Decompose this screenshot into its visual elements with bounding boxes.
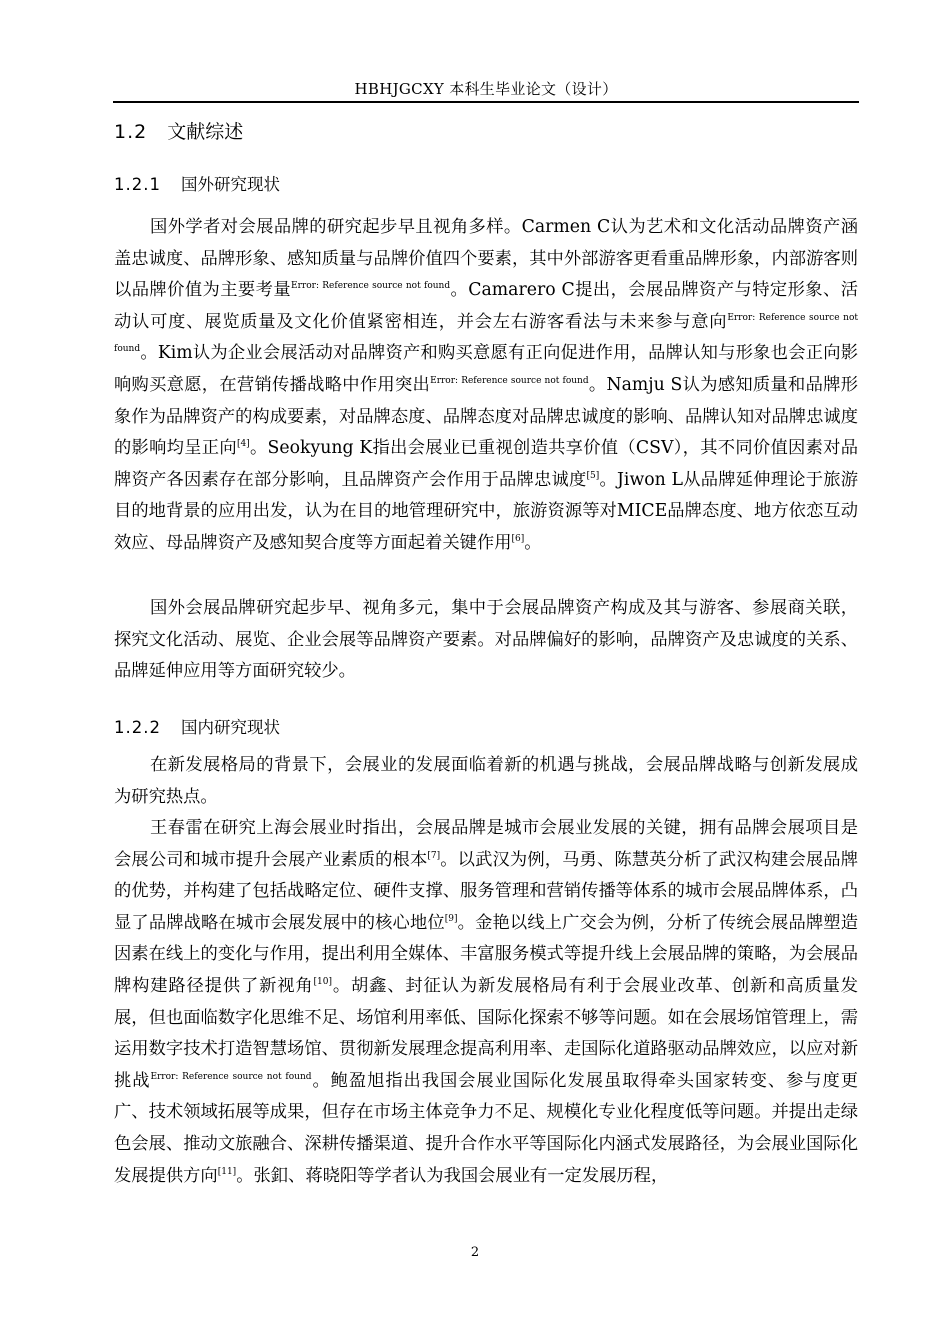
citation: [11] — [217, 1166, 237, 1177]
subsection-number: 1.2.2 — [114, 718, 161, 737]
subsection-title: 国内研究现状 — [180, 718, 280, 737]
subsection-number: 1.2.1 — [114, 175, 161, 194]
text-run: 王春雷在研究上海会展业时指出，会展品牌是城市会展业发展的关键，拥有品牌会展项目是会展公司和城市提升会展产业素质的根本 — [114, 818, 858, 870]
subsection-heading-domestic — [114, 714, 280, 738]
citation: Error: Reference source not found — [430, 376, 589, 387]
text-run: 。张釦、蒋晓阳等学者认为我国会展业有一定发展历程， — [236, 1165, 669, 1186]
text-run: 。Camarero C提出，会展品牌资产与特定形象、活动认可度、展览质量及文化价值紧密相连，并会左右游客看法与未来参与意向 — [114, 280, 858, 332]
citation: Error: Reference source not found — [114, 313, 858, 355]
citation: Error: Reference source not found — [291, 281, 451, 292]
citation: [7] — [427, 850, 441, 861]
section-heading — [114, 117, 243, 144]
subsection-heading-foreign — [114, 171, 280, 195]
text-run: 。Seokyung K指出会展业已重视创造共享价值（CSV），其不同价值因素对品牌资产各因素存在部分影响，且品牌资产会作用于品牌忠诚度 — [114, 438, 858, 490]
citation: [6] — [511, 534, 525, 545]
page-header: HBHJGCXY 本科生毕业论文（设计） — [354, 80, 618, 98]
text-run: 。鲍盈旭指出我国会展业国际化发展虽取得牵头国家转变、参与度更广、技术领域拓展等成果，但存在市场主体竞争力不足、规模化专业化程度低等问题。并提出走绿色会展、推动文旅融合、深耕传播渠道、提升合作水平等国际化内涵式发展路径，为会展业国际化发展提供方向 — [114, 1070, 858, 1186]
page-number: 2 — [470, 1245, 480, 1260]
section-title: 文献综述 — [167, 121, 244, 143]
citation: [9] — [444, 914, 458, 925]
text-run: 。Jiwon L从品牌延伸理论于旅游目的地背景的应用出发，认为在目的地管理研究中，旅游资源等对MICE品牌态度、地方依恋互动效应、母品牌资产及感知契合度等方面起着关键作用 — [114, 469, 858, 553]
text-run: 。以武汉为例，马勇、陈慧英分析了武汉构建会展品牌的优势，并构建了包括战略定位、硬件支撑、服务管理和营销传播等体系的城市会展品牌体系，凸显了品牌战略在城市会展发展中的核心地位 — [114, 849, 858, 933]
text-run: 。Namju S认为感知质量和品牌形象作为品牌资产的构成要素，对品牌态度、品牌态度对品牌忠诚度的影响、品牌认知对品牌忠诚度的影响均呈正向 — [114, 374, 858, 459]
paragraph-domestic-review — [114, 813, 858, 1192]
text-run: 。胡鑫、封征认为新发展格局有利于会展业改革、创新和高质量发展，但也面临数字化思维不足、场馆利用率低、国际化探索不够等问题。如在会展场馆管理上，需运用数字技术打造智慧场馆、贯彻新发展理念提高利用率、走国际化道路驱动品牌效应，以应对新挑战 — [114, 975, 858, 1091]
citation: [4] — [236, 439, 250, 450]
citation: Error: Reference source not found — [150, 1071, 312, 1082]
text-run: 。Kim认为企业会展活动对品牌资产和购买意愿有正向促进作用，品牌认知与形象也会正向影响购买意愿，在营销传播战略中作用突出 — [114, 343, 858, 395]
text-run: 。金艳以线上广交会为例，分析了传统会展品牌塑造因素在线上的变化与作用，提出利用全媒体、丰富服务模式等提升线上会展品牌的策略，为会展品牌构建路径提供了新视角 — [114, 912, 858, 996]
text-run: 国外学者对会展品牌的研究起步早且视角多样。Carmen C认为艺术和文化活动品牌资产涵盖忠诚度、品牌形象、感知质量与品牌价值四个要素，其中外部游客更看重品牌形象，内部游客则以品牌价值为主要考量 — [114, 217, 858, 301]
subsection-title: 国外研究现状 — [180, 175, 280, 194]
header-divider — [113, 101, 859, 103]
paragraph-foreign-summary: 国外会展品牌研究起步早、视角多元，集中于会展品牌资产构成及其与游客、参展商关联，探究文化活动、展览、企业会展等品牌资产要素。对品牌偏好的影响，品牌资产及忠诚度的关系、品牌延伸应用等方面研究较少。 — [114, 598, 858, 682]
text-run: 。 — [524, 532, 542, 553]
citation: [5] — [586, 470, 600, 481]
paragraph-foreign-review — [114, 212, 858, 560]
citation: [10] — [313, 977, 332, 988]
paragraph-domestic-intro: 在新发展格局的背景下，会展业的发展面临着新的机遇与挑战，会展品牌战略与创新发展成为研究热点。 — [114, 755, 858, 807]
section-number: 1.2 — [114, 121, 148, 143]
